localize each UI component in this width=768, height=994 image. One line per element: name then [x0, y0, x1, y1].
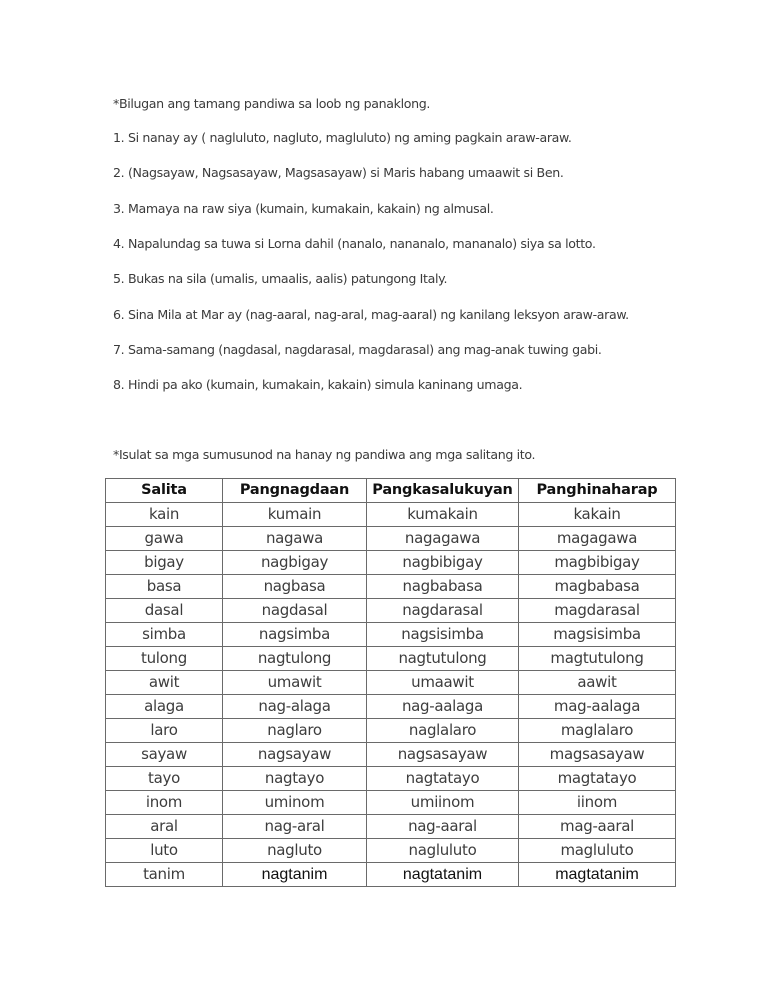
cell-panghinaharap: iinom [519, 791, 676, 815]
cell-salita: tulong [106, 647, 223, 671]
cell-salita: gawa [106, 527, 223, 551]
cell-pangnagdaan: nag-aral [223, 815, 367, 839]
instruction-circle-verb: *Bilugan ang tamang pandiwa sa loob ng panaklong. [113, 96, 431, 111]
cell-salita: awit [106, 671, 223, 695]
question-2: 2. (Nagsayaw, Nagsasayaw, Magsasayaw) si Maris habang umaawit si Ben. [113, 165, 564, 180]
cell-salita: simba [106, 623, 223, 647]
cell-pangnagdaan: nagtanim [223, 863, 367, 887]
header-salita: Salita [106, 479, 223, 503]
table-row [106, 599, 676, 623]
cell-salita: sayaw [106, 743, 223, 767]
cell-salita: aral [106, 815, 223, 839]
table-row [106, 791, 676, 815]
cell-salita: bigay [106, 551, 223, 575]
cell-pangnagdaan: nagsimba [223, 623, 367, 647]
question-3: 3. Mamaya na raw siya (kumain, kumakain, kakain) ng almusal. [113, 201, 494, 216]
question-8: 8. Hindi pa ako (kumain, kumakain, kakain) simula kaninang umaga. [113, 377, 523, 392]
cell-pangkasalukuyan: umaawit [367, 671, 519, 695]
cell-salita: tayo [106, 767, 223, 791]
header-pangnagdaan: Pangnagdaan [223, 479, 367, 503]
cell-pangkasalukuyan: nagdarasal [367, 599, 519, 623]
cell-salita: basa [106, 575, 223, 599]
cell-pangkasalukuyan: nagtatanim [367, 863, 519, 887]
cell-panghinaharap: magtatayo [519, 767, 676, 791]
cell-panghinaharap: mag-aalaga [519, 695, 676, 719]
cell-pangkasalukuyan: nag-aaral [367, 815, 519, 839]
cell-pangnagdaan: umawit [223, 671, 367, 695]
cell-panghinaharap: magbabasa [519, 575, 676, 599]
cell-panghinaharap: magtutulong [519, 647, 676, 671]
question-7: 7. Sama-samang (nagdasal, nagdarasal, magdarasal) ang mag-anak tuwing gabi. [113, 342, 602, 357]
cell-pangnagdaan: naglaro [223, 719, 367, 743]
cell-panghinaharap: aawit [519, 671, 676, 695]
cell-panghinaharap: mag-aaral [519, 815, 676, 839]
cell-salita: inom [106, 791, 223, 815]
cell-salita: kain [106, 503, 223, 527]
cell-pangkasalukuyan: nag-aalaga [367, 695, 519, 719]
table-row [106, 623, 676, 647]
header-pangkasalukuyan: Pangkasalukuyan [367, 479, 519, 503]
cell-salita: laro [106, 719, 223, 743]
table-row [106, 647, 676, 671]
cell-pangnagdaan: nagbasa [223, 575, 367, 599]
table-row [106, 551, 676, 575]
table-row [106, 527, 676, 551]
table-row [106, 503, 676, 527]
table-row [106, 767, 676, 791]
cell-pangkasalukuyan: kumakain [367, 503, 519, 527]
table-row [106, 863, 676, 887]
cell-panghinaharap: magbibigay [519, 551, 676, 575]
table-row [106, 671, 676, 695]
table-row [106, 839, 676, 863]
header-panghinaharap: Panghinaharap [519, 479, 676, 503]
cell-panghinaharap: magsasayaw [519, 743, 676, 767]
cell-pangnagdaan: nagluto [223, 839, 367, 863]
cell-pangnagdaan: nagdasal [223, 599, 367, 623]
cell-pangnagdaan: nagtayo [223, 767, 367, 791]
cell-pangnagdaan: nagawa [223, 527, 367, 551]
cell-panghinaharap: maglalaro [519, 719, 676, 743]
cell-pangnagdaan: nag-alaga [223, 695, 367, 719]
cell-pangkasalukuyan: nagsisimba [367, 623, 519, 647]
cell-pangkasalukuyan: nagtutulong [367, 647, 519, 671]
table-row [106, 695, 676, 719]
table-header-row [106, 479, 676, 503]
cell-salita: luto [106, 839, 223, 863]
cell-panghinaharap: magdarasal [519, 599, 676, 623]
cell-salita: alaga [106, 695, 223, 719]
cell-pangkasalukuyan: naglalaro [367, 719, 519, 743]
question-6: 6. Sina Mila at Mar ay (nag-aaral, nag-aral, mag-aaral) ng kanilang leksyon araw-araw. [113, 307, 629, 322]
table-row [106, 743, 676, 767]
cell-panghinaharap: kakain [519, 503, 676, 527]
cell-pangkasalukuyan: nagsasayaw [367, 743, 519, 767]
question-1: 1. Si nanay ay ( nagluluto, nagluto, magluluto) ng aming pagkain araw-araw. [113, 130, 572, 145]
cell-pangkasalukuyan: umiinom [367, 791, 519, 815]
cell-panghinaharap: magsisimba [519, 623, 676, 647]
cell-panghinaharap: magagawa [519, 527, 676, 551]
cell-pangkasalukuyan: nagtatayo [367, 767, 519, 791]
question-5: 5. Bukas na sila (umalis, umaalis, aalis) patungong Italy. [113, 271, 448, 286]
instruction-write-verbs: *Isulat sa mga sumusunod na hanay ng pandiwa ang mga salitang ito. [113, 447, 536, 462]
cell-salita: dasal [106, 599, 223, 623]
cell-panghinaharap: magtatanim [519, 863, 676, 887]
table-row [106, 575, 676, 599]
question-4: 4. Napalundag sa tuwa si Lorna dahil (nanalo, nananalo, mananalo) siya sa lotto. [113, 236, 596, 251]
cell-pangnagdaan: uminom [223, 791, 367, 815]
cell-panghinaharap: magluluto [519, 839, 676, 863]
cell-salita: tanim [106, 863, 223, 887]
cell-pangkasalukuyan: nagbabasa [367, 575, 519, 599]
cell-pangnagdaan: kumain [223, 503, 367, 527]
cell-pangnagdaan: nagsayaw [223, 743, 367, 767]
cell-pangnagdaan: nagbigay [223, 551, 367, 575]
cell-pangkasalukuyan: nagluluto [367, 839, 519, 863]
cell-pangnagdaan: nagtulong [223, 647, 367, 671]
cell-pangkasalukuyan: nagagawa [367, 527, 519, 551]
table-row [106, 719, 676, 743]
table-row [106, 815, 676, 839]
cell-pangkasalukuyan: nagbibigay [367, 551, 519, 575]
verb-aspect-table [105, 478, 676, 887]
